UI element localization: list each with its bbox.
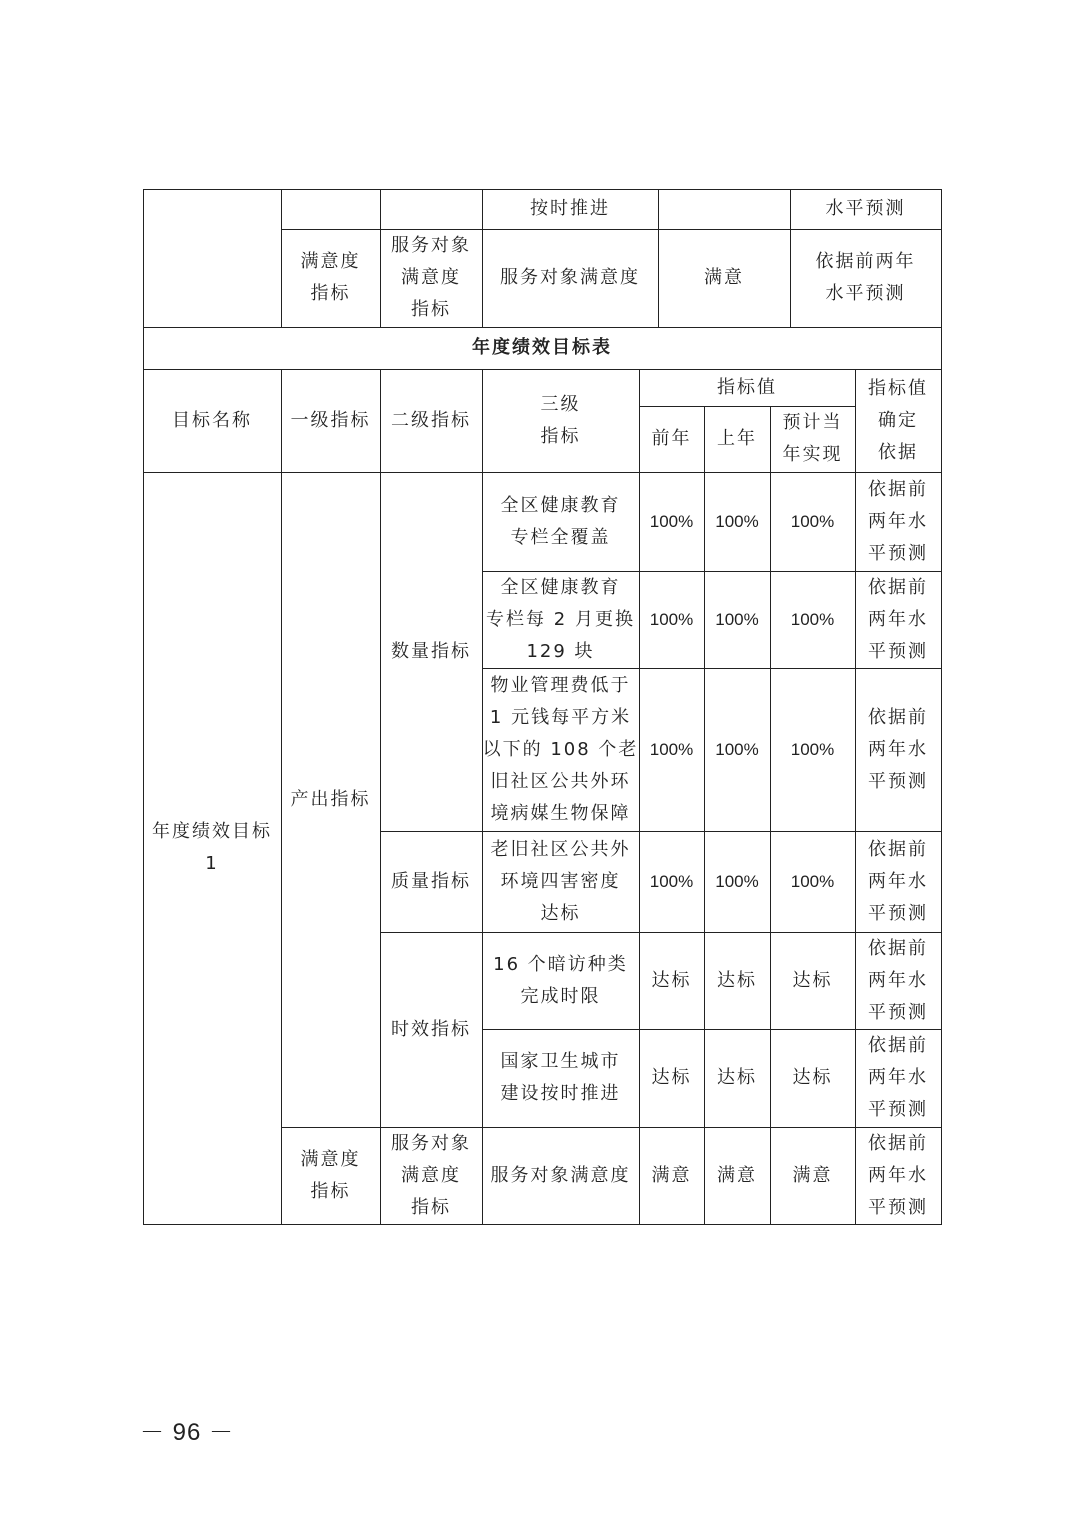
header-last-year: 上年 — [717, 428, 757, 449]
header-level3: 三级 指标 — [540, 393, 581, 447]
top-row2-level2: 服务对象 满意度 指标 — [391, 235, 471, 320]
row-item: 国家卫生城市 建设按时推进 — [500, 1051, 621, 1104]
row-last: 100% — [715, 609, 759, 629]
row-last: 满意 — [717, 1164, 757, 1186]
row-prev: 达标 — [651, 1067, 692, 1088]
top-row2-value: 满意 — [704, 267, 744, 288]
row-prev: 100% — [649, 739, 694, 759]
row-expected: 100% — [790, 871, 835, 891]
header-goal-name: 目标名称 — [172, 409, 252, 431]
header-prev-year: 前年 — [651, 428, 692, 449]
row-basis: 依据前 两年水 平预测 — [868, 937, 928, 1023]
top-row1-basis: 水平预测 — [825, 198, 906, 219]
row-basis: 依据前 两年水 平预测 — [868, 478, 928, 564]
level2-timeliness: 时效指标 — [391, 1018, 471, 1040]
row-prev: 达标 — [651, 969, 692, 991]
page-number: － 96 － — [140, 1419, 235, 1446]
row-expected: 100% — [790, 511, 835, 531]
row-expected: 达标 — [792, 1067, 833, 1088]
header-basis: 指标值 确定 依据 — [868, 377, 928, 463]
row-last: 100% — [715, 511, 759, 531]
header-indicator-value: 指标值 — [717, 376, 777, 398]
row-item: 服务对象满意度 — [490, 1164, 631, 1186]
level2-satisfaction: 服务对象 满意度 指标 — [391, 1132, 471, 1218]
row-item: 全区健康教育 专栏每 2 月更换 129 块 — [486, 576, 635, 662]
level1-satisfaction: 满意度 指标 — [300, 1148, 361, 1202]
top-row2-level3: 服务对象满意度 — [500, 267, 640, 288]
row-basis: 依据前 两年水 平预测 — [868, 838, 928, 924]
row-item: 全区健康教育 专栏全覆盖 — [500, 494, 621, 548]
level2-quantity: 数量指标 — [391, 640, 471, 662]
top-row2-level1: 满意度 指标 — [300, 251, 361, 304]
top-row2-basis: 依据前两年 水平预测 — [815, 251, 916, 304]
row-expected: 达标 — [792, 969, 833, 991]
row-prev: 满意 — [651, 1164, 692, 1186]
header-level1: 一级指标 — [290, 409, 371, 431]
row-basis: 依据前 两年水 平预测 — [868, 1132, 928, 1218]
row-expected: 满意 — [792, 1164, 833, 1186]
row-item: 老旧社区公共外 环境四害密度 达标 — [490, 838, 631, 924]
level1-output: 产出指标 — [290, 788, 371, 810]
row-last: 100% — [715, 739, 759, 759]
table-title: 年度绩效目标表 — [472, 337, 612, 358]
row-last: 达标 — [717, 1067, 757, 1088]
level2-quality: 质量指标 — [391, 870, 471, 892]
row-prev: 100% — [649, 511, 694, 531]
row-last: 达标 — [717, 969, 757, 991]
row-prev: 100% — [649, 609, 694, 629]
row-prev: 100% — [649, 871, 694, 891]
row-basis: 依据前 两年水 平预测 — [868, 706, 928, 792]
row-item: 16 个暗访种类 完成时限 — [493, 953, 628, 1007]
row-expected: 100% — [790, 739, 835, 759]
row-basis: 依据前 两年水 平预测 — [868, 576, 928, 662]
row-item: 物业管理费低于 1 元钱每平方米 以下的 108 个老 旧社区公共外环 境病媒生物保障 — [482, 674, 639, 824]
goal-name: 年度绩效目标 1 — [152, 821, 272, 874]
header-expected: 预计当 年实现 — [782, 412, 843, 465]
top-row1-level3: 按时推进 — [530, 198, 610, 219]
row-basis: 依据前 两年水 平预测 — [868, 1035, 928, 1120]
header-level2: 二级指标 — [391, 409, 471, 431]
row-last: 100% — [715, 871, 759, 891]
row-expected: 100% — [790, 609, 835, 629]
